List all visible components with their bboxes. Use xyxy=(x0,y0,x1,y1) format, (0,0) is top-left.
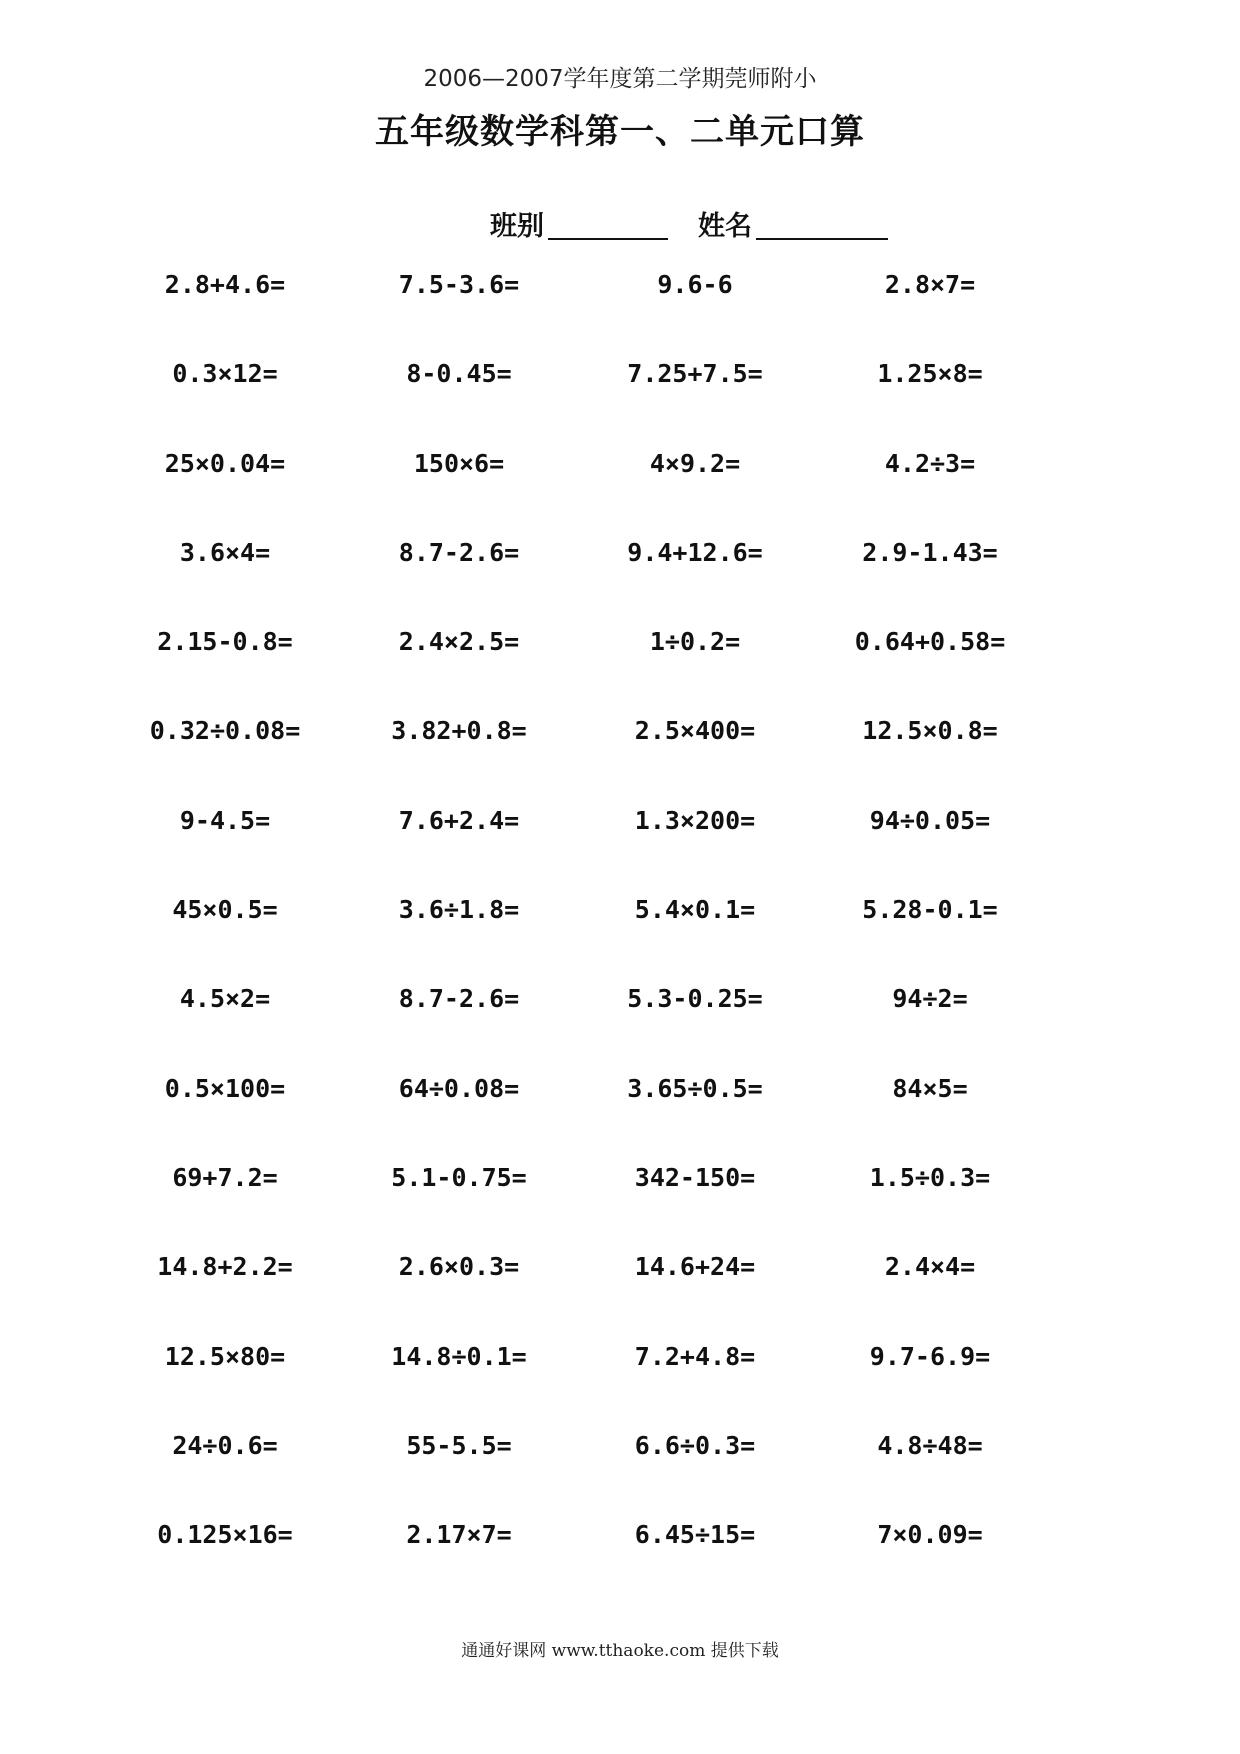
problem-item: 14.6+24= xyxy=(634,1252,756,1282)
problem-item: 0.5×100= xyxy=(164,1073,286,1103)
document-subtitle: 2006—2007学年度第二学期莞师附小 xyxy=(423,66,817,92)
problem-row xyxy=(0,444,1240,533)
problem-item: 2.9-1.43= xyxy=(862,537,998,567)
problem-item: 8.7-2.6= xyxy=(398,537,520,567)
problem-item: 8-0.45= xyxy=(406,359,512,389)
problem-item: 5.28-0.1= xyxy=(862,895,998,925)
problem-row xyxy=(0,354,1240,443)
problem-item: 9.4+12.6= xyxy=(627,537,763,567)
problem-item: 64÷0.08= xyxy=(398,1073,520,1103)
problem-row xyxy=(0,1426,1240,1515)
class-label: 班别 xyxy=(490,211,544,242)
problem-item: 5.1-0.75= xyxy=(391,1162,527,1192)
problem-row xyxy=(0,622,1240,711)
problem-item: 12.5×0.8= xyxy=(862,716,998,746)
problem-item: 4.2÷3= xyxy=(884,448,976,478)
problem-item: 3.65÷0.5= xyxy=(627,1073,763,1103)
problem-item: 7×0.09= xyxy=(877,1520,983,1550)
problem-item: 2.6×0.3= xyxy=(398,1252,520,1282)
problem-item: 5.4×0.1= xyxy=(634,895,756,925)
problem-item: 6.6÷0.3= xyxy=(634,1430,756,1460)
problem-item: 1.5÷0.3= xyxy=(869,1162,991,1192)
problem-row xyxy=(0,711,1240,800)
problem-item: 342-150= xyxy=(634,1162,756,1192)
problem-item: 1÷0.2= xyxy=(649,627,741,657)
problem-item: 2.15-0.8= xyxy=(157,627,293,657)
problem-item: 69+7.2= xyxy=(172,1162,278,1192)
student-info-fields xyxy=(490,204,888,244)
problem-item: 3.6×4= xyxy=(179,537,271,567)
problem-row xyxy=(0,1337,1240,1426)
problem-item: 12.5×80= xyxy=(164,1341,286,1371)
problem-row xyxy=(0,533,1240,622)
problem-item: 4.5×2= xyxy=(179,984,271,1014)
problem-item: 7.2+4.8= xyxy=(634,1341,756,1371)
problem-item: 2.8×7= xyxy=(884,270,976,299)
problem-item: 1.25×8= xyxy=(877,359,983,389)
problem-item: 14.8+2.2= xyxy=(157,1252,293,1282)
problem-row xyxy=(0,1069,1240,1158)
problem-item: 94÷0.05= xyxy=(869,805,991,835)
problem-item: 150×6= xyxy=(413,448,505,478)
problem-item: 2.4×2.5= xyxy=(398,627,520,657)
name-blank-line[interactable] xyxy=(756,208,888,240)
problem-row xyxy=(0,801,1240,890)
problem-item: 1.3×200= xyxy=(634,805,756,835)
problem-row xyxy=(0,1515,1240,1604)
problem-item: 3.82+0.8= xyxy=(391,716,527,746)
problem-grid xyxy=(0,265,1240,1604)
problem-item: 6.45÷15= xyxy=(634,1520,756,1550)
problem-item: 0.32÷0.08= xyxy=(149,716,301,746)
problem-item: 5.3-0.25= xyxy=(627,984,763,1014)
problem-item: 25×0.04= xyxy=(164,448,286,478)
problem-item: 94÷2= xyxy=(892,984,968,1014)
problem-item: 24÷0.6= xyxy=(172,1430,278,1460)
problem-item: 7.25+7.5= xyxy=(627,359,763,389)
problem-item: 84×5= xyxy=(892,1073,968,1103)
problem-item: 2.17×7= xyxy=(406,1520,512,1550)
footer-credit: 通通好课网 www.tthaoke.com 提供下载 xyxy=(461,1641,779,1661)
problem-item: 7.5-3.6= xyxy=(398,270,520,299)
problem-item: 0.64+0.58= xyxy=(854,627,1006,657)
problem-item: 2.5×400= xyxy=(634,716,756,746)
problem-item: 9.6-6 xyxy=(657,270,733,299)
document-title: 五年级数学科第一、二单元口算 xyxy=(375,112,865,152)
problem-item: 7.6+2.4= xyxy=(398,805,520,835)
problem-item: 14.8÷0.1= xyxy=(391,1341,527,1371)
problem-item: 9-4.5= xyxy=(179,805,271,835)
problem-item: 55-5.5= xyxy=(406,1430,512,1460)
problem-item: 9.7-6.9= xyxy=(869,1341,991,1371)
problem-item: 4.8÷48= xyxy=(877,1430,983,1460)
problem-item: 2.8+4.6= xyxy=(164,270,286,299)
problem-item: 0.3×12= xyxy=(172,359,278,389)
name-label: 姓名 xyxy=(698,211,752,242)
problem-item: 4×9.2= xyxy=(649,448,741,478)
problem-row xyxy=(0,1158,1240,1247)
problem-item: 2.4×4= xyxy=(884,1252,976,1282)
class-blank-line[interactable] xyxy=(548,208,668,240)
problem-row xyxy=(0,265,1240,354)
problem-item: 0.125×16= xyxy=(157,1520,293,1550)
problem-item: 3.6÷1.8= xyxy=(398,895,520,925)
problem-item: 8.7-2.6= xyxy=(398,984,520,1014)
problem-row xyxy=(0,890,1240,979)
problem-row xyxy=(0,979,1240,1068)
problem-item: 45×0.5= xyxy=(172,895,278,925)
problem-row xyxy=(0,1247,1240,1336)
